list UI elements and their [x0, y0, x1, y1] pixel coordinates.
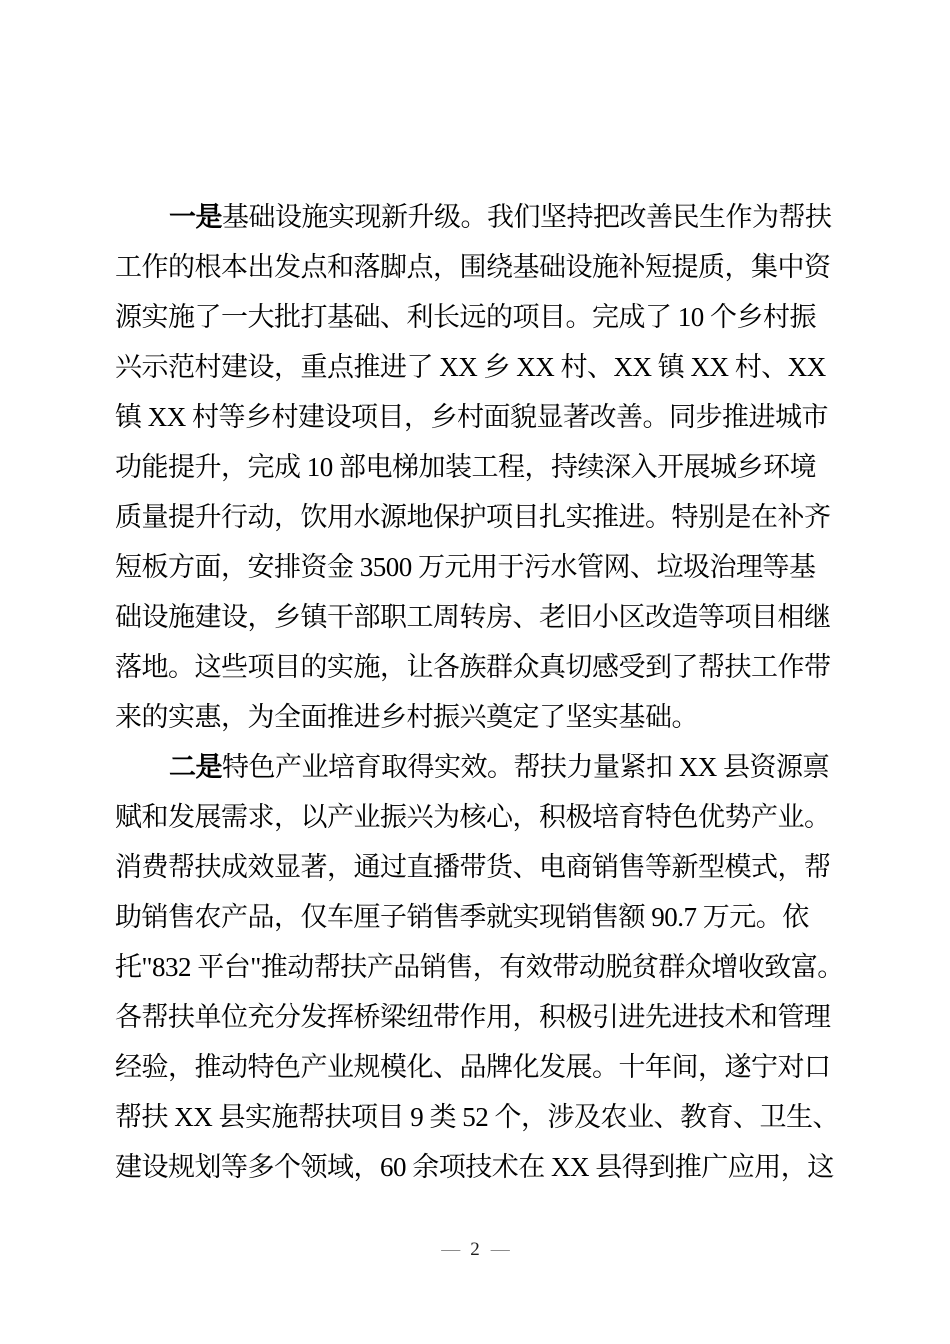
text-line: 来的实惠，为全面推进乡村振兴奠定了坚实基础。 — [115, 702, 698, 732]
page-footer — [0, 1236, 950, 1264]
text-line: 质量提升行动，饮用水源地保护项目扎实推进。特别是在补齐 — [115, 502, 831, 532]
text-line: 源实施了一大批打基础、利长远的项目。完成了 10 个乡村振 — [115, 302, 816, 332]
text-line — [115, 192, 831, 242]
footer-dash-left: — — [441, 1239, 460, 1260]
text-line: 础设施建设，乡镇干部职工周转房、老旧小区改造等项目相继 — [115, 602, 831, 632]
text-line: 消费帮扶成效显著，通过直播带货、电商销售等新型模式，帮 — [115, 852, 831, 882]
text-line: 各帮扶单位充分发挥桥梁纽带作用，积极引进先进技术和管理 — [115, 1002, 831, 1032]
paragraph — [115, 742, 844, 1192]
document-body — [115, 192, 844, 1192]
text-line: 建设规划等多个领域，60 余项技术在 XX 县得到推广应用，这 — [115, 1152, 834, 1182]
text-line: 镇 XX 村等乡村建设项目，乡村面貌显著改善。同步推进城市 — [115, 402, 828, 432]
text-line: 落地。这些项目的实施，让各族群众真切感受到了帮扶工作带 — [115, 652, 831, 682]
paragraph — [115, 192, 831, 742]
paragraph-first-line-text: 基础设施实现新升级。我们坚持把改善民生作为帮扶 — [222, 202, 832, 232]
text-line: 助销售农产品，仅车厘子销售季就实现销售额 90.7 万元。依 — [115, 902, 809, 932]
text-line: 兴示范村建设，重点推进了 XX 乡 XX 村、XX 镇 XX 村、XX — [115, 352, 826, 382]
paragraph-first-line-text: 特色产业培育取得实效。帮扶力量紧扣 XX 县资源禀 — [222, 752, 829, 782]
text-line: 功能提升，完成 10 部电梯加装工程，持续深入开展城乡环境 — [115, 452, 816, 482]
text-line: 短板方面，安排资金 3500 万元用于污水管网、垃圾治理等基 — [115, 552, 816, 582]
text-line: 帮扶 XX 县实施帮扶项目 9 类 52 个，涉及农业、教育、卫生、 — [115, 1102, 839, 1132]
text-line — [115, 742, 831, 792]
page-number: 2 — [470, 1239, 480, 1260]
paragraph-lead: 二是 — [169, 752, 222, 782]
text-line: 托"832 平台"推动帮扶产品销售，有效带动脱贫群众增收致富。 — [115, 952, 844, 982]
text-line: 工作的根本出发点和落脚点，围绕基础设施补短提质，集中资 — [115, 252, 831, 282]
footer-dash-right: — — [490, 1239, 509, 1260]
text-line: 赋和发展需求，以产业振兴为核心，积极培育特色优势产业。 — [115, 802, 831, 832]
paragraph-lead: 一是 — [169, 202, 222, 232]
text-line: 经验，推动特色产业规模化、品牌化发展。十年间，遂宁对口 — [115, 1052, 831, 1082]
